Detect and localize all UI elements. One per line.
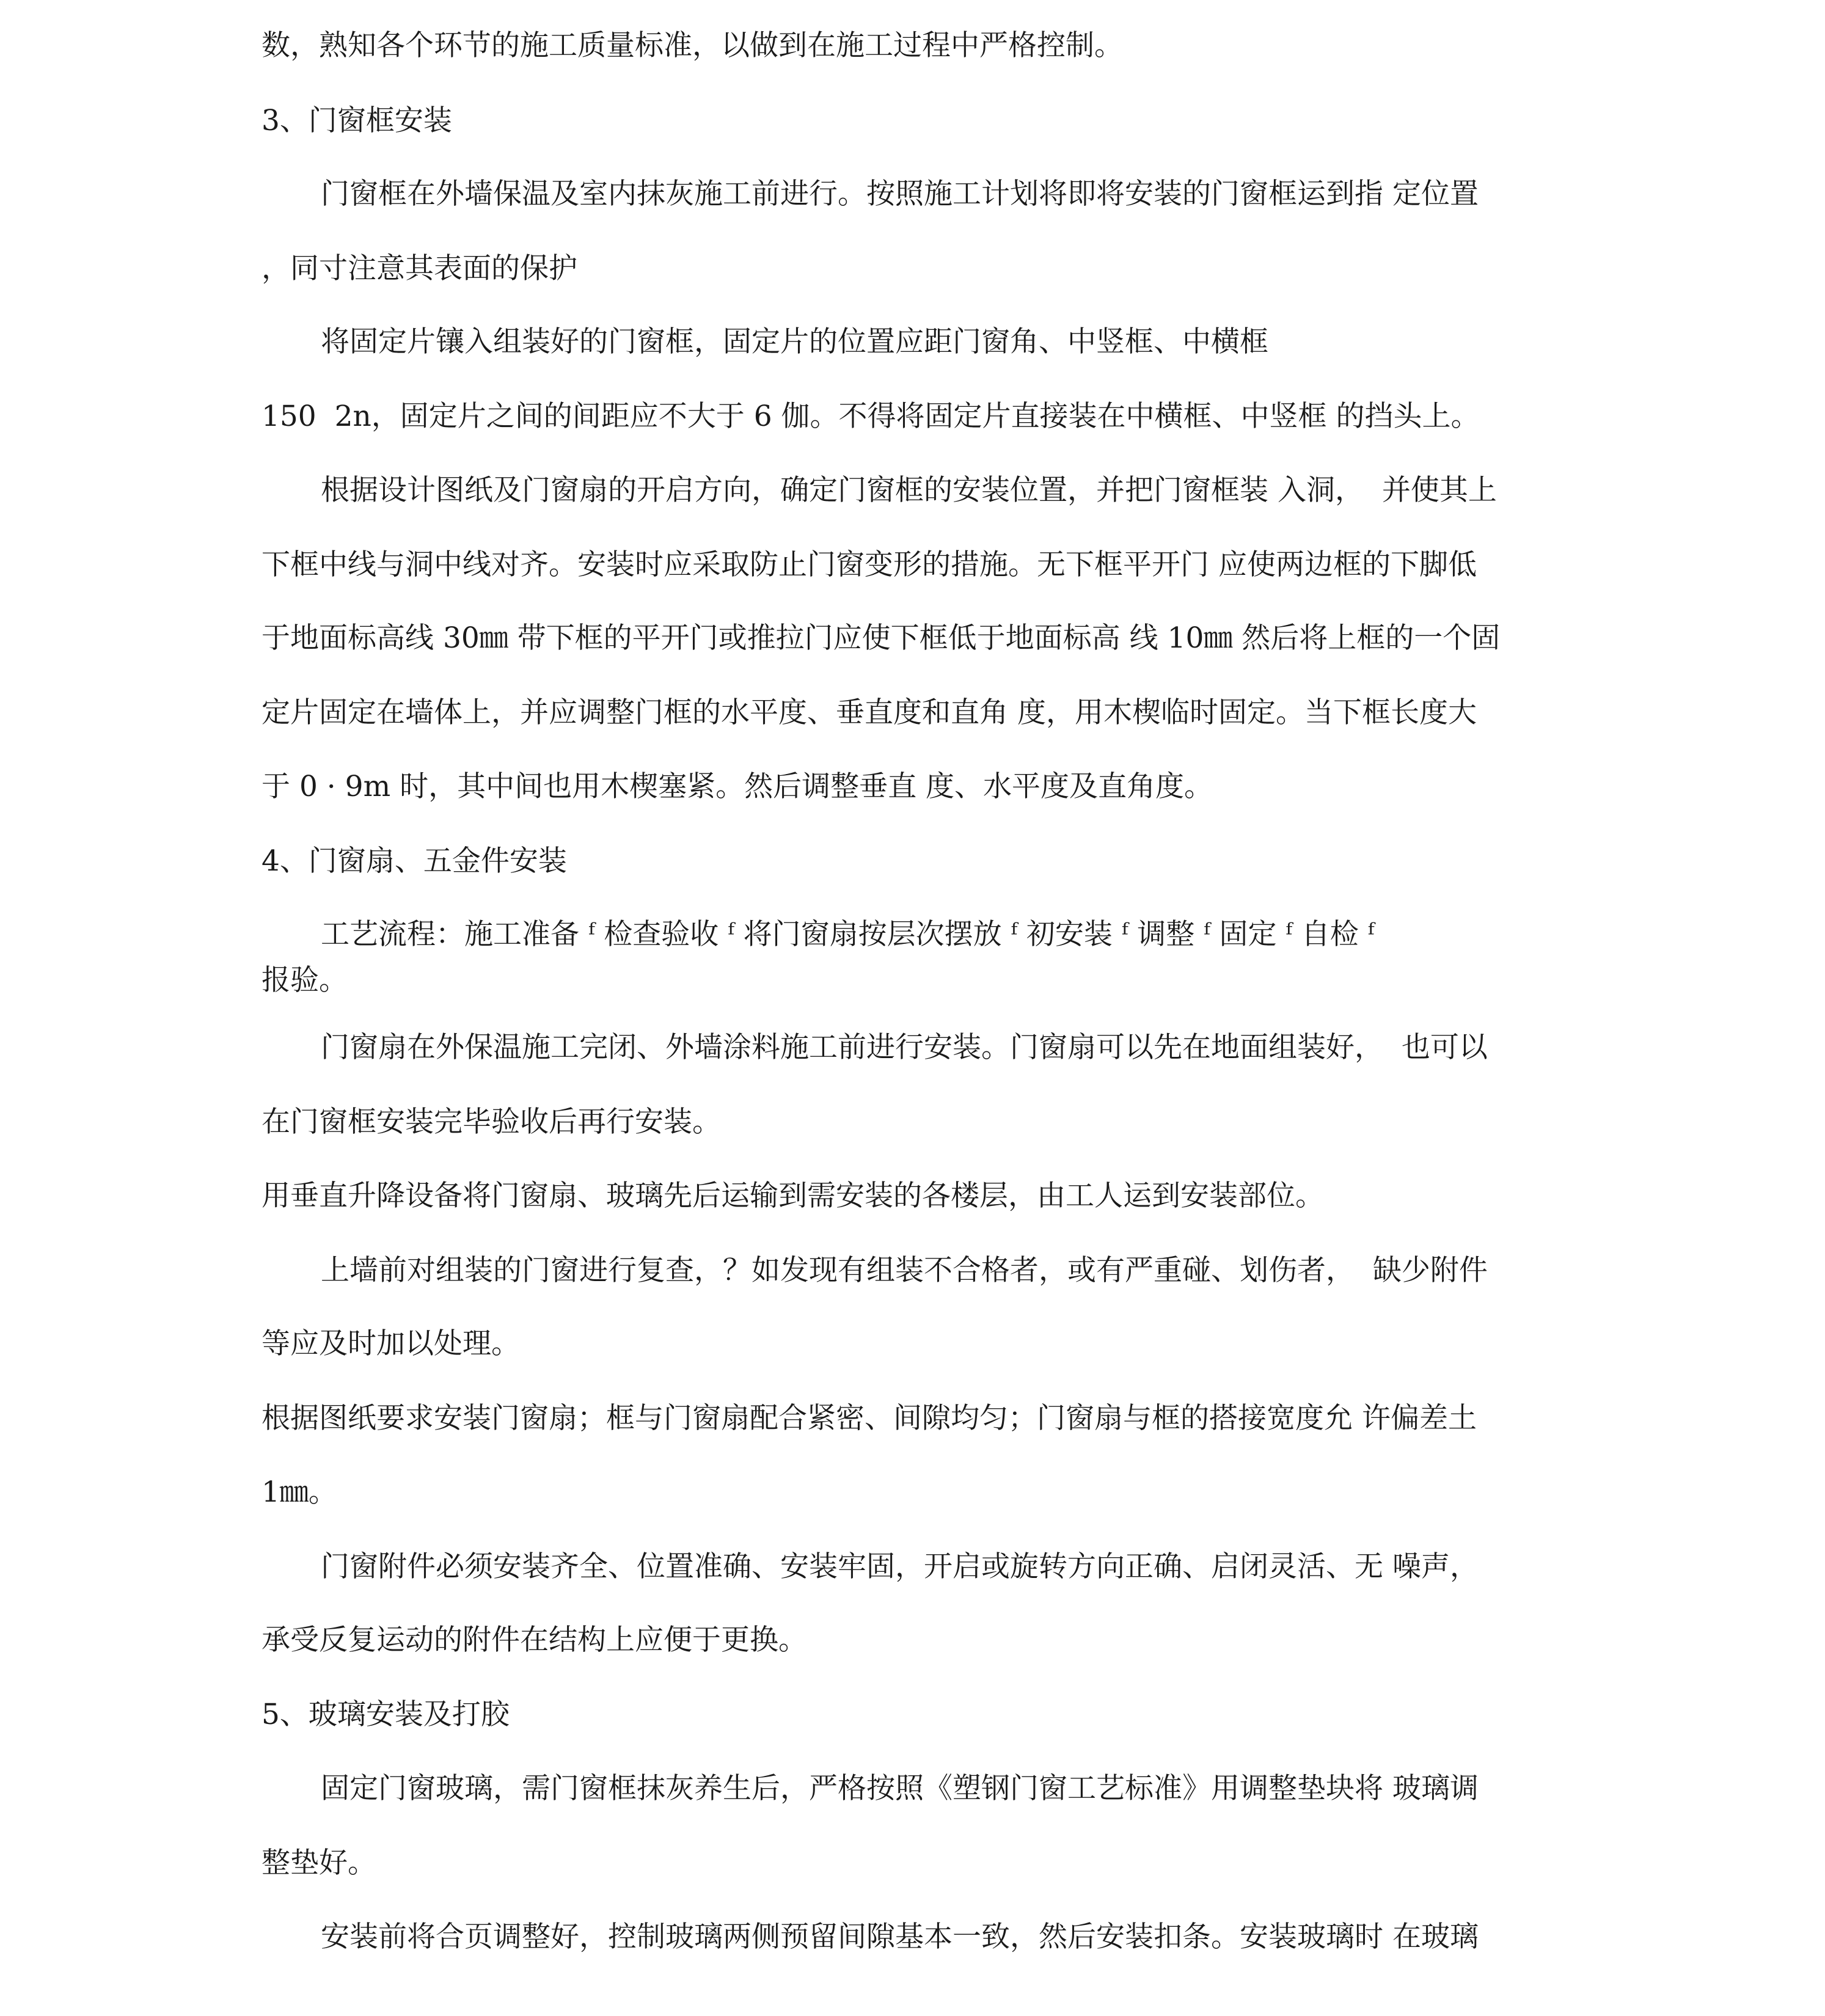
- paragraph-line: 150 2n，固定片之间的间距应不大于 6 伽。不得将固定片直接装在中横框、中竖框 的挡头上。: [261, 400, 1480, 433]
- paragraph-line: 固定门窗玻璃，需门窗框抹灰养生后，严格按照《塑钢门窗工艺标准》用调整垫块将 玻璃调: [321, 1772, 1479, 1805]
- paragraph-line: ，同寸注意其表面的保护: [261, 252, 577, 285]
- paragraph-line: 于地面标高线 30㎜ 带下框的平开门或推拉门应使下框低于地面标高 线 10㎜ 然后将上框的一个固: [261, 621, 1501, 655]
- paragraph-line: 数，熟知各个环节的施工质量标准，以做到在施工过程中严格控制。: [261, 29, 1123, 62]
- paragraph-line: 根据图纸要求安装门窗扇；框与门窗扇配合紧密、间隙均匀；门窗扇与框的搭接宽度允 许偏差土: [261, 1401, 1477, 1435]
- paragraph-line: 等应及时加以处理。: [261, 1327, 520, 1360]
- paragraph-line: 用垂直升降设备将门窗扇、玻璃先后运输到需安装的各楼层，由工人运到安装部位。: [261, 1179, 1324, 1213]
- section-heading: 3、门窗框安装: [261, 104, 452, 137]
- paragraph-line: 门窗附件必须安装齐全、位置准确、安装牢固，开启或旋转方向正确、启闭灵活、无 噪声，: [321, 1550, 1479, 1583]
- paragraph-line: 于 0 · 9m 时，其中间也用木楔塞紧。然后调整垂直 度、水平度及直角度。: [261, 770, 1213, 803]
- paragraph-line: 整垫好。: [261, 1846, 376, 1880]
- paragraph-line: 门窗扇在外保温施工完闭、外墙涂料施工前进行安装。门窗扇可以先在地面组装好， 也可以: [321, 1031, 1488, 1064]
- section-heading: 4、门窗扇、五金件安装: [261, 844, 567, 878]
- paragraph-line: 1㎜。: [261, 1475, 337, 1509]
- paragraph-line: 定片固定在墙体上，并应调整门框的水平度、垂直度和直角 度，用木楔临时固定。当下框长度大: [261, 696, 1477, 729]
- paragraph-line: 在门窗框安装完毕验收后再行安装。: [261, 1105, 721, 1139]
- paragraph-line: 工艺流程：施工准备 ᶠ 检查验收 ᶠ 将门窗扇按层次摆放 ᶠ 初安装 ᶠ 调整 ᶠ 固定 ᶠ 自检 ᶠ: [321, 918, 1375, 951]
- paragraph-line: 根据设计图纸及门窗扇的开启方向，确定门窗框的安装位置，并把门窗框装 入洞， 并使其上: [321, 473, 1497, 507]
- paragraph-line: 上墙前对组装的门窗进行复查，？如发现有组装不合格者，或有严重碰、划伤者， 缺少附件: [321, 1254, 1488, 1287]
- paragraph-line: 门窗框在外墙保温及室内抹灰施工前进行。按照施工计划将即将安装的门窗框运到指 定位置: [321, 177, 1479, 211]
- paragraph-line: 安装前将合页调整好，控制玻璃两侧预留间隙基本一致，然后安装扣条。安装玻璃时 在玻璃: [321, 1920, 1479, 1954]
- paragraph-line: 报验。: [261, 963, 348, 997]
- paragraph-line: 将固定片镶入组装好的门窗框，固定片的位置应距门窗角、中竖框、中横框: [321, 325, 1268, 359]
- section-heading: 5、玻璃安装及打胶: [261, 1698, 510, 1731]
- paragraph-line: 下框中线与洞中线对齐。安装时应采取防止门窗变形的措施。无下框平开门 应使两边框的下脚低: [261, 548, 1477, 582]
- paragraph-line: 承受反复运动的附件在结构上应便于更换。: [261, 1623, 807, 1657]
